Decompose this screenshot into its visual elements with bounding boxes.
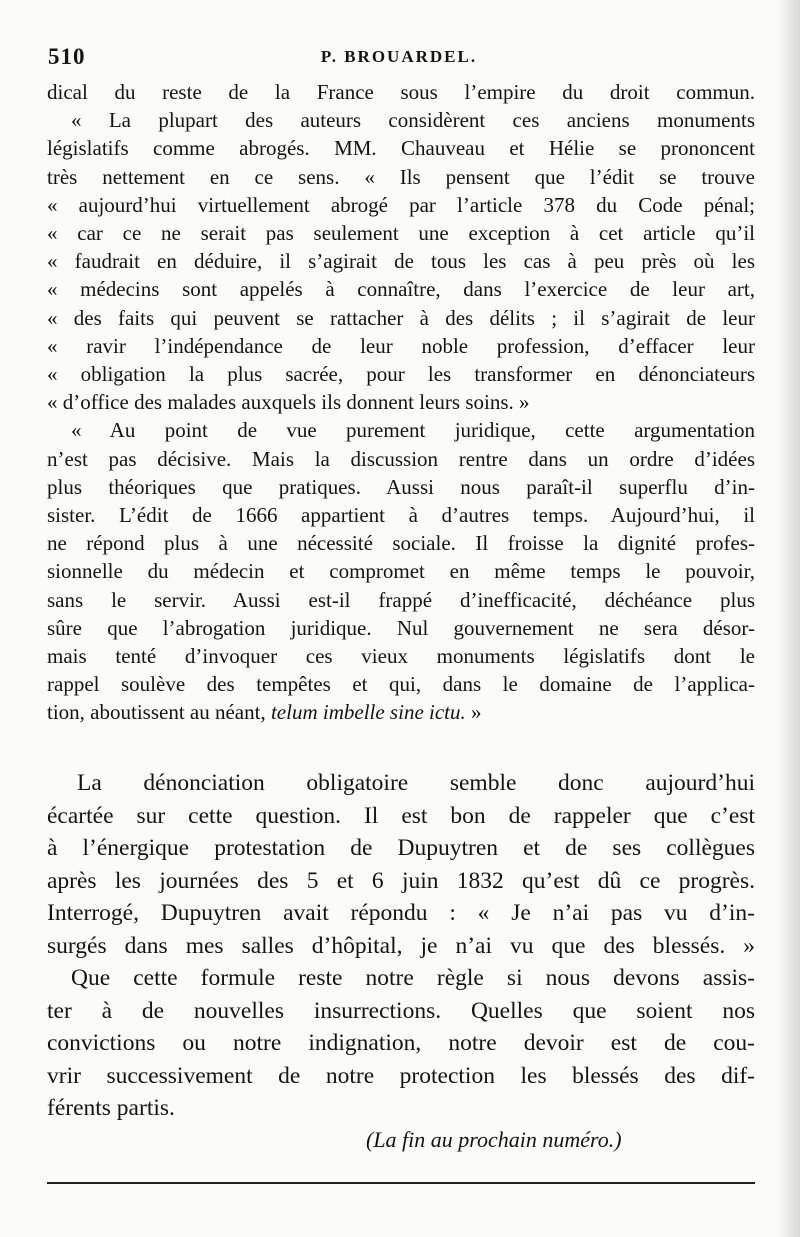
- continuation-text: (La fin au prochain numéro.): [366, 1127, 622, 1152]
- quoted-passage: [47, 78, 755, 727]
- text-line: dical du reste de la France sous l’empire du droit commun.: [47, 80, 755, 104]
- conclusion-passage: [47, 767, 755, 1125]
- text-line: « faudrait en déduire, il s’agirait de tous les cas à peu près où les: [47, 249, 755, 274]
- bottom-rule: [47, 1182, 755, 1184]
- text-line: après les journées des 5 et 6 juin 1832 qu’est dû ce progrès.: [47, 867, 755, 894]
- text-line: « car ce ne serait pas seulement une exception à cet article qu’il: [47, 221, 755, 246]
- text-line: « La plupart des auteurs considèrent ces anciens monuments: [71, 108, 755, 133]
- text-line: surgés dans mes salles d’hôpital, je n’ai vu que des blessés. »: [47, 932, 755, 959]
- text-line: ter à de nouvelles insurrections. Quelles que soient nos: [47, 997, 755, 1024]
- text-line: plus théoriques que pratiques. Aussi nous paraît-il superflu d’in-: [47, 474, 755, 499]
- text-line-final: [47, 698, 755, 726]
- text-line: Interrogé, Dupuytren avait répondu : « Je n’ai pas vu d’in-: [47, 900, 755, 926]
- text-line: « ravir l’indépendance de leur noble profession, d’effacer leur: [47, 333, 755, 358]
- text-line: sionnelle du médecin et compromet en même temps le pouvoir,: [47, 559, 755, 584]
- running-head: P. BROUARDEL.: [320, 47, 478, 66]
- text-line: n’est pas décisive. Mais la discussion rentre dans un ordre d’idées: [47, 446, 755, 471]
- text-line: législatifs comme abrogés. MM. Chauveau et Hélie se prononcent: [47, 136, 755, 161]
- text-line: « d’office des malades auxquels ils donnent leurs soins. »: [47, 390, 530, 415]
- text-fragment: tion, aboutissent au néant,: [47, 700, 266, 725]
- text-line: « des faits qui peuvent se rattacher à des délits ; il s’agirait de leur: [47, 305, 755, 330]
- text-line: Que cette formule reste notre règle si nous devons assis-: [71, 965, 755, 991]
- text-line: férents partis.: [47, 1095, 175, 1121]
- text-line: « médecins sont appelés à connaître, dans l’exercice de leur art,: [47, 277, 755, 302]
- text-line: sister. L’édit de 1666 appartient à d’autres temps. Aujourd’hui, il: [47, 503, 755, 528]
- text-line: « Au point de vue purement juridique, cette argumentation: [71, 418, 755, 443]
- latin-quote: telum imbelle sine ictu.: [270, 700, 466, 725]
- closing-guillemet: »: [465, 700, 482, 725]
- text-line: très nettement en ce sens. « Ils pensent que l’édit se trouve: [47, 164, 755, 189]
- text-line: ne répond plus à une nécessité sociale. Il froisse la dignité profes-: [47, 531, 755, 556]
- text-line: écartée sur cette question. Il est bon de rappeler que c’est: [47, 802, 755, 829]
- text-line: mais tenté d’invoquer ces vieux monuments législatifs dont le: [47, 644, 755, 669]
- continuation-note: [366, 1127, 622, 1153]
- text-line: à l’énergique protestation de Dupuytren et de ses collègues: [47, 835, 755, 861]
- text-line: « obligation la plus sacrée, pour les transformer en dénonciateurs: [47, 362, 755, 387]
- text-line: vrir successivement de notre protection les blessés des dif-: [47, 1062, 755, 1089]
- text-line: « aujourd’hui virtuellement abrogé par l’article 378 du Code pénal;: [47, 192, 755, 217]
- text-line: sûre que l’abrogation juridique. Nul gouvernement ne sera désor-: [47, 615, 755, 640]
- page-header: [48, 44, 750, 74]
- text-line: sans le servir. Aussi est-il frappé d’inefficacité, déchéance plus: [47, 587, 755, 612]
- text-line: rappel soulève des tempêtes et qui, dans le domaine de l’applica-: [47, 672, 755, 697]
- text-line: convictions ou notre indignation, notre devoir est de cou-: [47, 1030, 755, 1056]
- text-line: La dénonciation obligatoire semble donc aujourd’hui: [77, 770, 755, 796]
- page-number: 510: [48, 44, 86, 69]
